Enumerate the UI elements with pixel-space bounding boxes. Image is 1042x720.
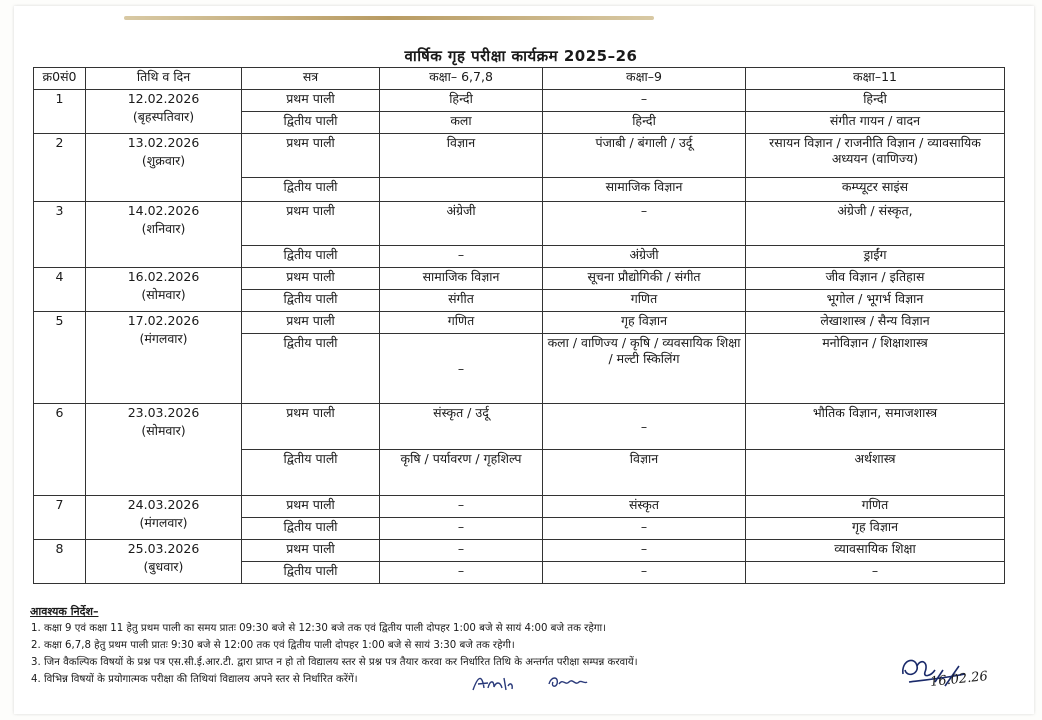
class-678-subject: विज्ञान <box>380 134 543 178</box>
table-row <box>34 404 1005 450</box>
class-678-subject: – <box>380 496 543 518</box>
instruction-item: 3. जिन वैकल्पिक विषयों के प्रश्न पत्र एस.सी.ई.आर.टी. द्वारा प्राप्त न हो तो विद्यालय स्तर से प्रश्न पत्र तैयार करवा कर निर्धारित तिथि के अन्तर्गत परीक्षा सम्पन्न करवायें। <box>44 654 930 671</box>
class-11-subject: – <box>746 562 1005 584</box>
class-9-subject: विज्ञान <box>543 450 746 496</box>
session-label: प्रथम पाली <box>242 540 380 562</box>
decorative-top-line <box>124 16 654 20</box>
class-678-subject: – <box>380 334 543 404</box>
table-row <box>34 90 1005 112</box>
session-label: प्रथम पाली <box>242 404 380 450</box>
date-text: 13.02.2026 <box>127 135 200 150</box>
class-9-subject: – <box>543 540 746 562</box>
class-678-subject: संगीत <box>380 290 543 312</box>
instructions-heading: आवश्यक निर्देश– <box>30 605 99 618</box>
class-11-subject: गृह विज्ञान <box>746 518 1005 540</box>
date-text: 24.03.2026 <box>127 497 200 512</box>
class-11-subject: लेखाशास्त्र / सैन्य विज्ञान <box>746 312 1005 334</box>
class-11-subject: व्यावसायिक शिक्षा <box>746 540 1005 562</box>
class-9-subject: गृह विज्ञान <box>543 312 746 334</box>
session-label: द्वितीय पाली <box>242 450 380 496</box>
weekday-text: (मंगलवार) <box>139 331 188 346</box>
date-text: 17.02.2026 <box>127 313 200 328</box>
session-label: प्रथम पाली <box>242 202 380 246</box>
class-9-subject: हिन्दी <box>543 112 746 134</box>
class-11-subject: हिन्दी <box>746 90 1005 112</box>
session-label: द्वितीय पाली <box>242 112 380 134</box>
table-row <box>34 496 1005 518</box>
session-label: द्वितीय पाली <box>242 518 380 540</box>
class-9-subject: संस्कृत <box>543 496 746 518</box>
class-678-subject: – <box>380 562 543 584</box>
class-678-subject: – <box>380 518 543 540</box>
class-11-subject: गणित <box>746 496 1005 518</box>
instruction-item: 1. कक्षा 9 एवं कक्षा 11 हेतु प्रथम पाली का समय प्रातः 09:30 बजे से 12:30 बजे तक एवं द्वितीय पाली दोपहर 1:00 बजे से सायं 4:00 बजे तक रहेगा। <box>44 620 930 637</box>
table-row <box>34 312 1005 334</box>
class-11-subject: कम्प्यूटर साइंस <box>746 178 1005 202</box>
class-11-subject: रसायन विज्ञान / राजनीति विज्ञान / व्यावसायिक अध्ययन (वाणिज्य) <box>746 134 1005 178</box>
session-label: प्रथम पाली <box>242 312 380 334</box>
date-cell <box>86 134 242 202</box>
weekday-text: (बृहस्पतिवार) <box>132 109 195 124</box>
table-row <box>34 134 1005 178</box>
class-9-subject: – <box>543 202 746 246</box>
serial-cell: 7 <box>34 496 86 540</box>
class-9-subject: सूचना प्रौद्योगिकी / संगीत <box>543 268 746 290</box>
date-cell <box>86 540 242 584</box>
class-11-subject: मनोविज्ञान / शिक्षाशास्त्र <box>746 334 1005 404</box>
class-11-subject: ड्राईंग <box>746 246 1005 268</box>
class-678-subject: कला <box>380 112 543 134</box>
class-678-subject: हिन्दी <box>380 90 543 112</box>
date-text: 12.02.2026 <box>127 91 200 106</box>
table-row <box>34 268 1005 290</box>
class-9-subject: – <box>543 562 746 584</box>
session-label: प्रथम पाली <box>242 134 380 178</box>
serial-cell: 1 <box>34 90 86 134</box>
date-text: 23.03.2026 <box>127 405 200 420</box>
initials-signature-1 <box>470 672 515 696</box>
header-row <box>34 68 1005 90</box>
class-678-subject: – <box>380 246 543 268</box>
serial-cell: 8 <box>34 540 86 584</box>
class-9-subject: गणित <box>543 290 746 312</box>
date-cell <box>86 404 242 496</box>
date-text: 16.02.2026 <box>127 269 200 284</box>
weekday-text: (मंगलवार) <box>139 515 188 530</box>
header-serial: क्र0सं0 <box>34 68 86 90</box>
header-class-678: कक्षा– 6,7,8 <box>380 68 543 90</box>
serial-cell: 4 <box>34 268 86 312</box>
class-11-subject: अंग्रेजी / संस्कृत, <box>746 202 1005 246</box>
session-label: द्वितीय पाली <box>242 562 380 584</box>
table-row <box>34 202 1005 246</box>
date-cell <box>86 496 242 540</box>
class-11-subject: संगीत गायन / वादन <box>746 112 1005 134</box>
date-text: 25.03.2026 <box>127 541 200 556</box>
header-date-day: तिथि व दिन <box>86 68 242 90</box>
class-11-subject: भौतिक विज्ञान, समाजशास्त्र <box>746 404 1005 450</box>
class-678-subject: सामाजिक विज्ञान <box>380 268 543 290</box>
class-11-subject: जीव विज्ञान / इतिहास <box>746 268 1005 290</box>
session-label: द्वितीय पाली <box>242 178 380 202</box>
exam-schedule-table <box>33 67 1005 584</box>
serial-cell: 3 <box>34 202 86 268</box>
session-label: द्वितीय पाली <box>242 246 380 268</box>
header-class-9: कक्षा–9 <box>543 68 746 90</box>
weekday-text: (शुक्रवार) <box>141 153 186 168</box>
instruction-item: 4. विभिन्न विषयों के प्रयोगात्मक परीक्षा की तिथियां विद्यालय अपने स्तर से निर्धारित करेंगें। <box>44 671 930 688</box>
weekday-text: (सोमवार) <box>141 423 186 438</box>
date-text: 14.02.2026 <box>127 203 200 218</box>
class-9-subject: पंजाबी / बंगाली / उर्दू <box>543 134 746 178</box>
class-9-subject: – <box>543 90 746 112</box>
header-class-11: कक्षा–11 <box>746 68 1005 90</box>
date-cell <box>86 268 242 312</box>
class-678-subject: – <box>380 540 543 562</box>
class-9-subject: कला / वाणिज्य / कृषि / व्यवसायिक शिक्षा / मल्टी स्किलिंग <box>543 334 746 404</box>
session-label: द्वितीय पाली <box>242 290 380 312</box>
class-9-subject: सामाजिक विज्ञान <box>543 178 746 202</box>
date-cell <box>86 202 242 268</box>
session-label: प्रथम पाली <box>242 90 380 112</box>
header-session: सत्र <box>242 68 380 90</box>
weekday-text: (शनिवार) <box>141 221 186 236</box>
serial-cell: 2 <box>34 134 86 202</box>
class-11-subject: भूगोल / भूगर्भ विज्ञान <box>746 290 1005 312</box>
signature-date: 16.02.26 <box>929 669 989 690</box>
session-label: प्रथम पाली <box>242 268 380 290</box>
class-678-subject: गणित <box>380 312 543 334</box>
serial-cell: 5 <box>34 312 86 404</box>
class-11-subject: अर्थशास्त्र <box>746 450 1005 496</box>
class-678-subject: अंग्रेजी <box>380 202 543 246</box>
class-678-subject: संस्कृत / उर्दू <box>380 404 543 450</box>
class-9-subject: अंग्रेजी <box>543 246 746 268</box>
serial-cell: 6 <box>34 404 86 496</box>
date-cell <box>86 90 242 134</box>
class-678-subject: कृषि / पर्यावरण / गृहशिल्प <box>380 450 543 496</box>
session-label: प्रथम पाली <box>242 496 380 518</box>
class-9-subject: – <box>543 518 746 540</box>
date-cell <box>86 312 242 404</box>
weekday-text: (बुधवार) <box>143 559 184 574</box>
session-label: द्वितीय पाली <box>242 334 380 404</box>
page-title: वार्षिक गृह परीक्षा कार्यक्रम 2025–26 <box>404 47 638 65</box>
instruction-item: 2. कक्षा 6,7,8 हेतु प्रथम पाली प्रातः 9:30 बजे से 12:00 तक एवं द्वितीय पाली दोपहर 1:00 बजे से सायं 3:30 बजे तक रहेगी। <box>44 637 930 654</box>
class-9-subject: – <box>543 404 746 450</box>
table-row <box>34 540 1005 562</box>
initials-signature-2 <box>545 672 590 692</box>
weekday-text: (सोमवार) <box>141 287 186 302</box>
class-678-subject <box>380 178 543 202</box>
